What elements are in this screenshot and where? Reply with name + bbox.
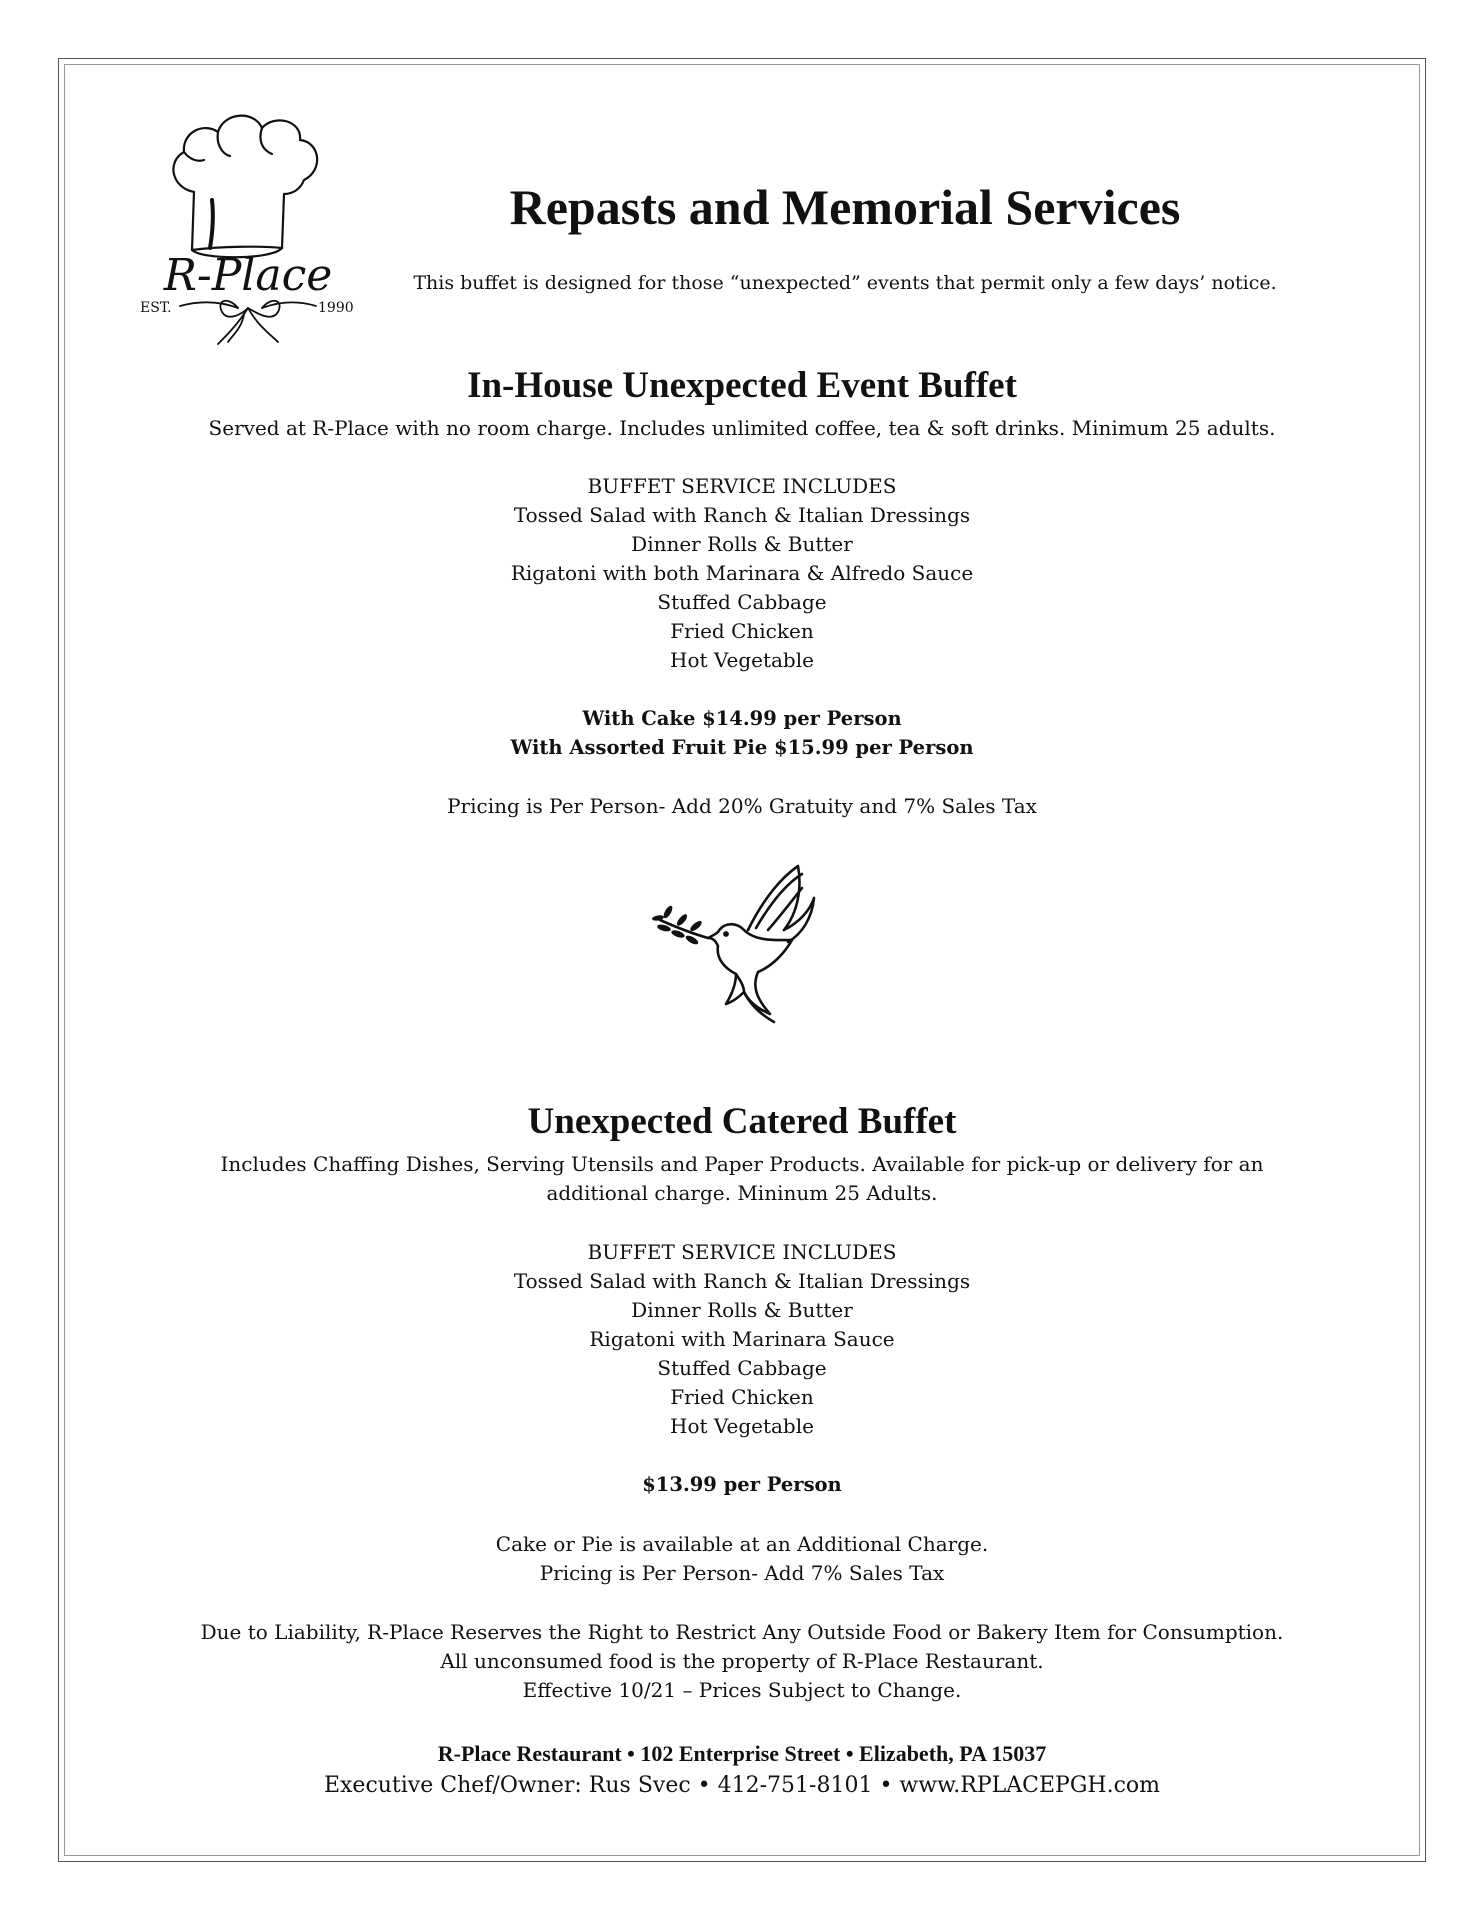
list-item: Dinner Rolls & Butter: [631, 532, 853, 556]
in-house-price-cake: With Cake $14.99 per Person: [582, 707, 902, 730]
list-item: Stuffed Cabbage: [657, 1356, 827, 1380]
footer: [100, 1738, 1384, 1802]
list-item: Hot Vegetable: [670, 1414, 814, 1438]
dove-with-olive-branch-icon: [652, 858, 848, 1038]
catered-menu-list: [100, 1238, 1384, 1441]
catered-includes-heading: BUFFET SERVICE INCLUDES: [587, 1240, 897, 1264]
catered-description: Includes Chaffing Dishes, Serving Utensils and Paper Products. Available for pick-up or delivery for an additional charge. Mininum 25 Adults.: [220, 1152, 1264, 1205]
catered-pricing: [100, 1470, 1384, 1499]
disclaimer-line-1: Due to Liability, R-Place Reserves the Right to Restrict Any Outside Food or Bakery Item for Consumption.: [200, 1620, 1284, 1644]
chef-hat-logo-icon: [132, 100, 364, 345]
in-house-pricing: [100, 704, 1384, 762]
footer-contact: Executive Chef/Owner: Rus Svec • 412-751-8101 • www.RPLACEPGH.com: [323, 1773, 1161, 1798]
list-item: Tossed Salad with Ranch & Italian Dressings: [513, 503, 971, 527]
in-house-section-title: In-House Unexpected Event Buffet: [467, 365, 1017, 406]
svg-text:R-Place: R-Place: [163, 250, 333, 301]
in-house-pricing-note: Pricing is Per Person- Add 20% Gratuity and 7% Sales Tax: [447, 794, 1037, 818]
list-item: Tossed Salad with Ranch & Italian Dressings: [513, 1269, 971, 1293]
in-house-description: Served at R-Place with no room charge. Includes unlimited coffee, tea & soft drinks. Minimum 25 adults.: [208, 416, 1276, 440]
list-item: Rigatoni with both Marinara & Alfredo Sauce: [510, 561, 974, 585]
in-house-menu-list: [100, 472, 1384, 675]
list-item: Dinner Rolls & Butter: [631, 1298, 853, 1322]
catered-price: $13.99 per Person: [642, 1473, 842, 1496]
svg-text:1990: 1990: [318, 300, 354, 316]
in-house-includes-heading: BUFFET SERVICE INCLUDES: [587, 474, 897, 498]
disclaimer-line-3: Effective 10/21 – Prices Subject to Change.: [522, 1678, 962, 1702]
in-house-description-block: [100, 414, 1384, 443]
in-house-price-pie: With Assorted Fruit Pie $15.99 per Person: [510, 736, 974, 759]
catered-notes: [100, 1530, 1384, 1588]
disclaimer: [100, 1618, 1384, 1705]
list-item: Fried Chicken: [670, 619, 814, 643]
list-item: Hot Vegetable: [670, 648, 814, 672]
catered-note-2: Pricing is Per Person- Add 7% Sales Tax: [539, 1561, 945, 1585]
list-item: Fried Chicken: [670, 1385, 814, 1409]
page-subtitle: This buffet is designed for those “unexpected” events that permit only a few days’ notice.: [413, 272, 1277, 294]
list-item: Stuffed Cabbage: [657, 590, 827, 614]
catered-section-title: Unexpected Catered Buffet: [527, 1101, 957, 1142]
svg-text:EST.: EST.: [140, 300, 172, 316]
disclaimer-line-2: All unconsumed food is the property of R-Place Restaurant.: [440, 1649, 1044, 1673]
in-house-pricing-note-block: [100, 792, 1384, 821]
footer-address: R-Place Restaurant • 102 Enterprise Street • Elizabeth, PA 15037: [437, 1741, 1047, 1766]
catered-description-block: [100, 1150, 1384, 1208]
catered-note-1: Cake or Pie is available at an Additional Charge.: [495, 1532, 989, 1556]
page-title: Repasts and Memorial Services: [509, 179, 1181, 235]
list-item: Rigatoni with Marinara Sauce: [589, 1327, 895, 1351]
